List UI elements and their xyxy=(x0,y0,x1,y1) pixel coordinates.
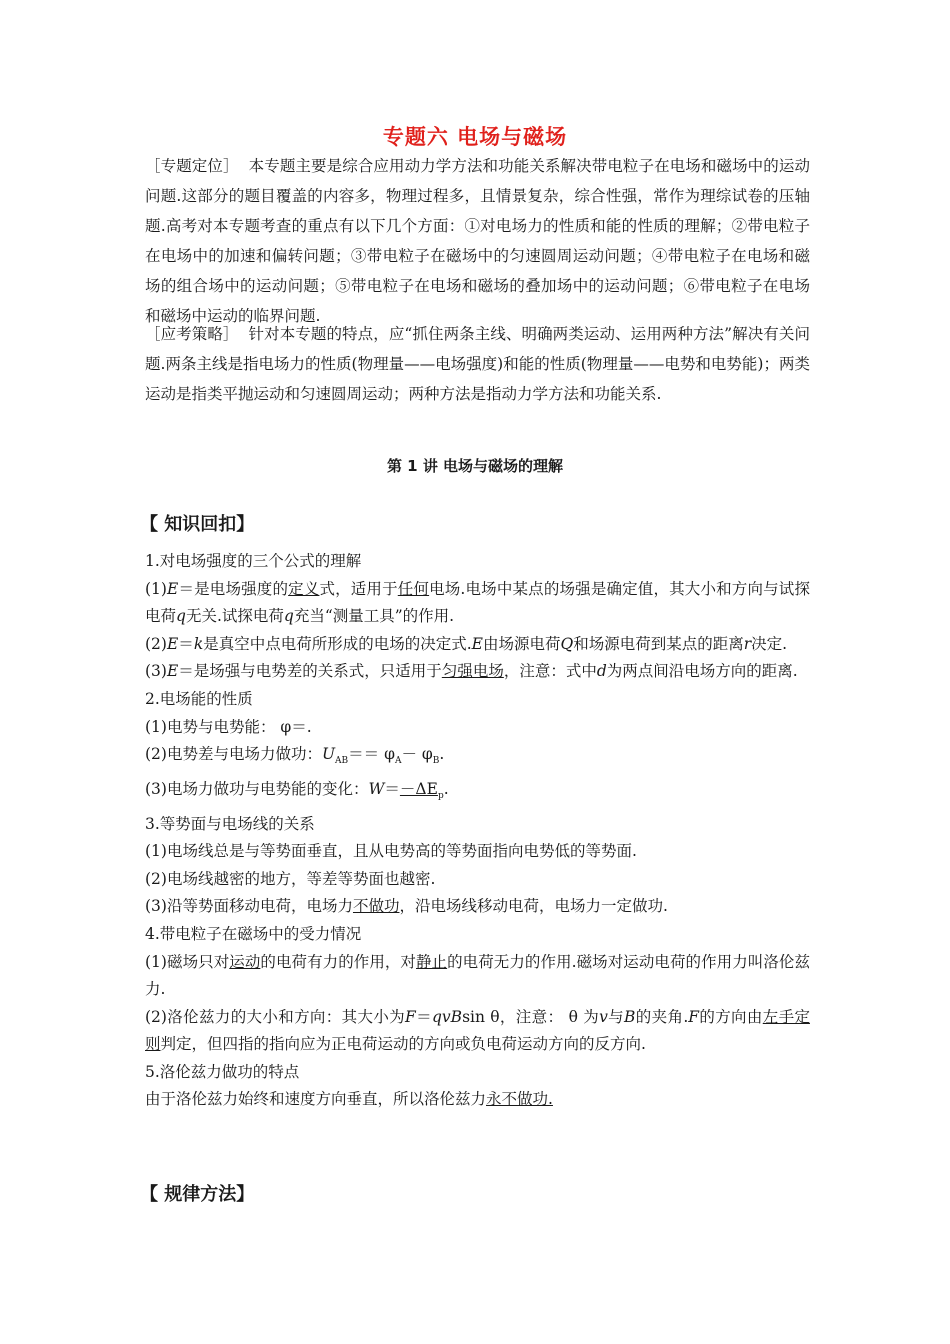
item-heading: 3.等势面与电场线的关系 xyxy=(145,814,315,833)
list-item: 由于洛伦兹力始终和速度方向垂直，所以洛伦兹力永不做功. xyxy=(145,1090,553,1109)
knowledge-body xyxy=(145,548,810,1114)
item-heading: 5.洛伦兹力做功的特点 xyxy=(145,1062,300,1081)
topic-positioning-text: 本专题主要是综合应用动力学方法和功能关系解决带电粒子在电场和磁场中的运动问题.这部分的题目覆盖的内容多，物理过程多，且情景复杂，综合性强，常作为理综试卷的压轴题.高考对本专题考查的重点有以下几个方面：①对电场力的性质和能的性质的理解；②带电粒子在电场中的加速和偏转问题；③带电粒子在磁场中的匀速圆周运动问题；④带电粒子在电场和磁场的组合场中的运动问题；⑤带电粒子在电场和磁场的叠加场中的运动问题；⑥带电粒子在电场和磁场中运动的临界问题. xyxy=(145,157,810,325)
item-heading: 2.电场能的性质 xyxy=(145,689,253,708)
list-item: (2)洛伦兹力的大小和方向：其大小为F＝qvBsin θ，注意： θ 为v与B的夹角.F的方向由左手定则判定，但四指的指向应为正电荷运动的方向或负电荷运动方向的反方向. xyxy=(145,1007,810,1054)
document-title: 专题六 电场与磁场 xyxy=(382,125,568,149)
list-item: (2)电势差与电场力做功：$U_{AB}== \varphi_A- \varphi_B$. xyxy=(145,745,445,767)
section-heading-knowledge: 【 知识回扣】 xyxy=(140,514,255,535)
section-heading-methods: 【 规律方法】 xyxy=(140,1184,255,1205)
item-heading: 1.对电场强度的三个公式的理解 xyxy=(145,552,362,570)
list-item: (1)磁场只对运动的电荷有力的作用，对静止的电荷无力的作用.磁场对运动电荷的作用力叫洛伦兹力. xyxy=(145,952,810,999)
list-item: (3)沿等势面移动电荷，电场力不做功，沿电场线移动电荷，电场力一定做功. xyxy=(145,897,668,916)
list-item: (1)电场线总是与等势面垂直，且从电势高的等势面指向电势低的等势面. xyxy=(145,842,637,861)
list-item: (1)电势与电势能： φ＝. xyxy=(145,717,312,736)
formula-item: (3)E＝是场强与电势差的关系式，只适用于匀强电场，注意：式中d为两点间沿电场方向的距离. xyxy=(145,662,798,681)
topic-positioning-label: ［专题定位］ xyxy=(145,157,239,175)
exam-strategy-label: ［应考策略］ xyxy=(145,325,239,343)
list-item: (3)电场力做功与电势能的变化：$W=-\Delta E_p$. xyxy=(145,779,449,801)
exam-strategy-text: 针对本专题的特点，应“抓住两条主线、明确两类运动、运用两种方法”解决有关问题.两条主线是指电场力的性质(物理量——电场强度)和能的性质(物理量——电势和电势能)；两类运动是指类平抛运动和匀速圆周运动；两种方法是指动力学方法和功能关系. xyxy=(145,325,810,403)
exam-strategy-paragraph xyxy=(145,319,810,409)
formula-item: (2)E＝k是真空中点电荷所形成的电场的决定式.E由场源电荷Q和场源电荷到某点的距离r决定. xyxy=(145,634,788,653)
topic-positioning-paragraph xyxy=(145,151,810,331)
list-item: (2)电场线越密的地方，等差等势面也越密. xyxy=(145,869,436,888)
lecture-title: 第 1 讲 电场与磁场的理解 xyxy=(386,457,564,475)
formula-item: (1)E＝是电场强度的定义式，适用于任何电场.电场中某点的场强是确定值，其大小和方向与试探电荷q无关.试探电荷q充当“测量工具”的作用. xyxy=(145,579,810,626)
item-heading: 4.带电粒子在磁场中的受力情况 xyxy=(145,924,362,943)
